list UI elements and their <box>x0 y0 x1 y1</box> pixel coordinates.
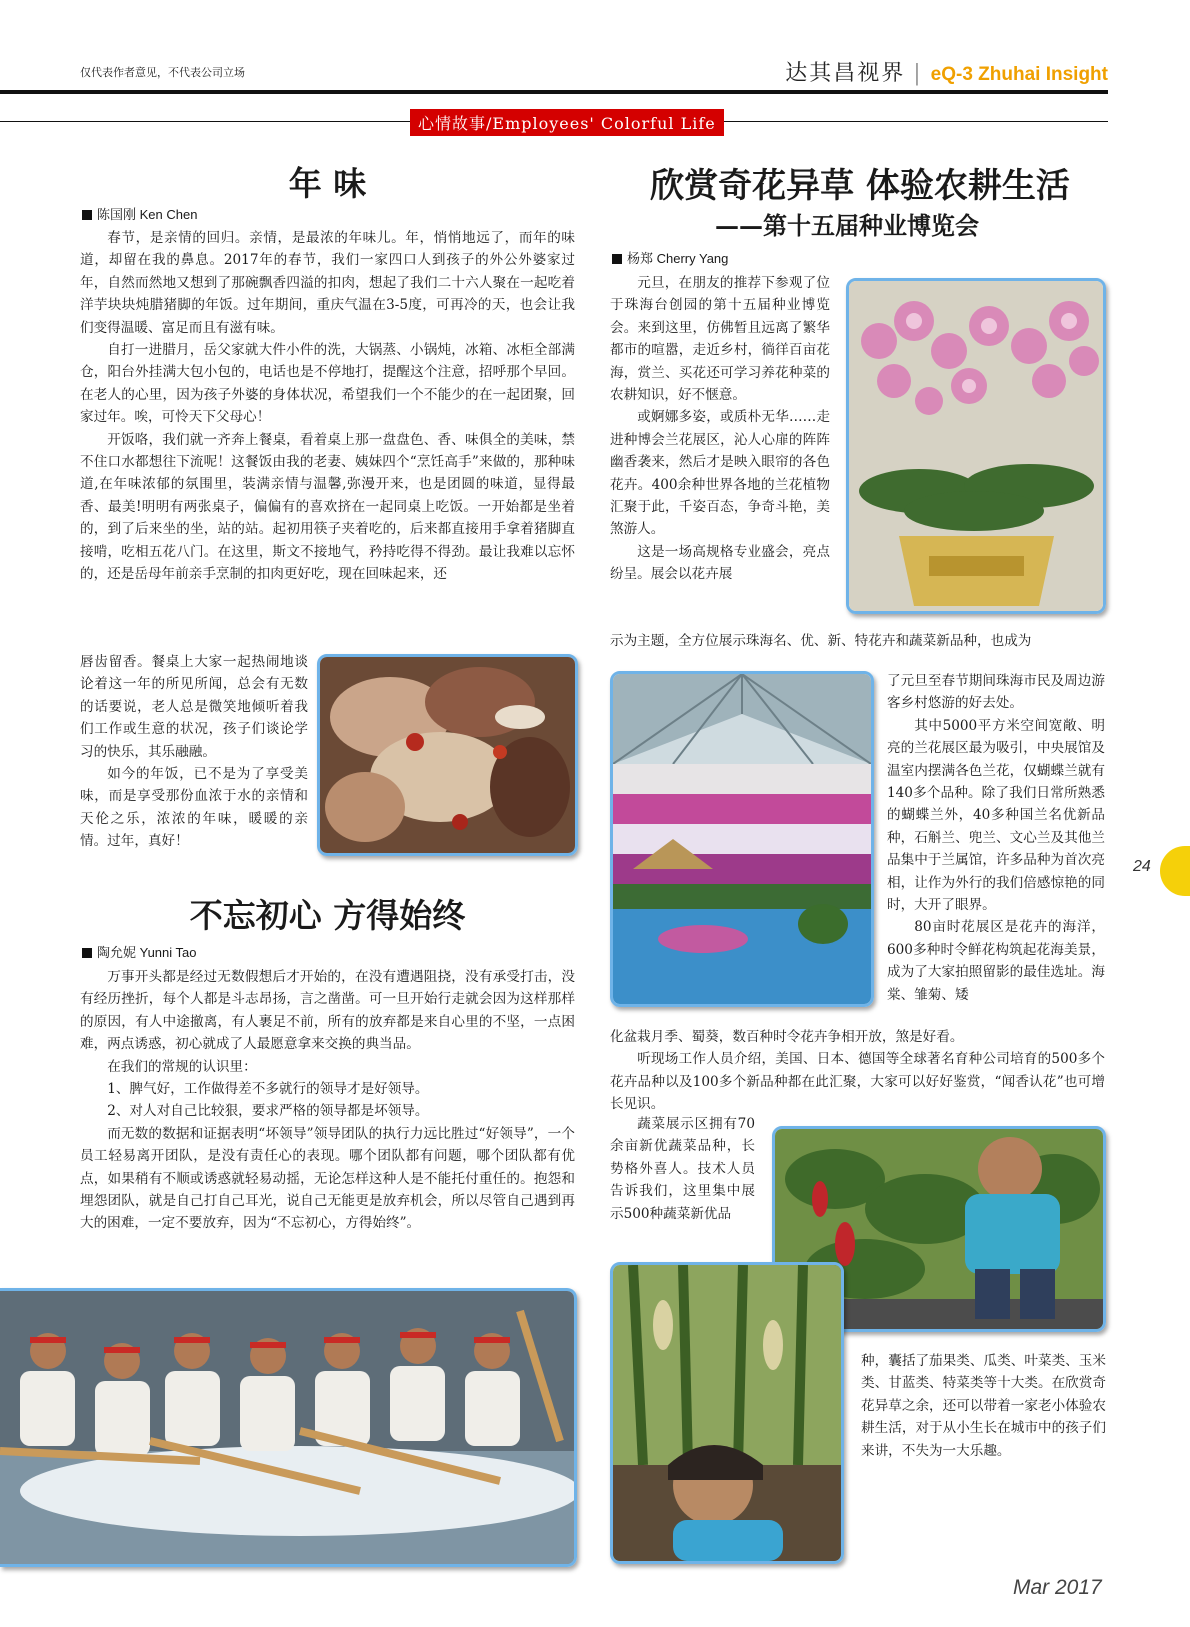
article3-para: 80亩时花展区是花卉的海洋，600多种时令鲜花构筑起花海美景，成为了大家拍照留影的最佳选址。海棠、雏菊、矮 <box>887 919 1105 1003</box>
child-corn-photo <box>610 1262 844 1564</box>
article3-col-a <box>610 272 830 586</box>
article3-col-d <box>861 1350 1106 1462</box>
article3-para: 示为主题，全方位展示珠海名、优、新、特花卉和蔬菜新品种，也成为 <box>610 633 1032 649</box>
brand-cn: 达其昌视界 <box>785 61 906 86</box>
orchid-photo <box>846 278 1106 614</box>
food-photo <box>317 654 578 856</box>
article3-para: 听现场工作人员介绍，美国、日本、德国等全球著名育种公司培育的500多个花卉品种以及100多个新品种都在此汇聚，大家可以好好鉴赏，“闻香认花”也可增长见识。 <box>610 1051 1105 1113</box>
article2-para: 1、脾气好，工作做得差不多就行的领导才是好领导。 <box>107 1081 429 1098</box>
article2-para: 在我们的常规的认识里： <box>107 1058 257 1075</box>
article3-full-b <box>610 1026 1105 1116</box>
article1-para: 唇齿留香。餐桌上大家一起热闹地谈论着这一年的所见所闻，总会有无数的话要说，老人总是微笑地倾听着我们工作或生意的状况，孩子们谈论学习的快乐，其乐融融。 <box>80 654 308 760</box>
article1-para: 自打一进腊月，岳父家就大件小件的洗，大锅蒸、小锅炖，冰箱、冰柜全部满仓，阳台外挂满大包小包的，电话也是不停地打，提醒这个注意，招呼那个早回。在老人的心里，因为孩子外婆的身体状况，希望我们一个不能少的在一起团聚，回家过年。唉，可怜天下父母心！ <box>80 342 575 426</box>
article3-para: 其中5000平方米空间宽敞、明亮的兰花展区最为吸引，中央展馆及温室内摆满各色兰花，仅蝴蝶兰就有140多个品种。除了我们日常所熟悉的蝴蝶兰外，40多种国兰名优新品种，石斛兰、兜兰、文心兰及其他兰品集中于兰属馆，许多品种为首次亮相，让作为外行的我们倍感惊艳的同时，大开了眼界。 <box>887 717 1105 914</box>
article3-para: 了元旦至春节期间珠海市民及周边游客乡村悠游的好去处。 <box>887 673 1105 712</box>
article3-byline: 杨郑 Cherry Yang <box>612 248 728 267</box>
issue-date: Mar 2017 <box>1013 1576 1102 1599</box>
article1-wrap <box>80 651 308 853</box>
header-rule <box>0 90 1108 94</box>
article2-byline: 陶允妮 Yunni Tao <box>82 942 196 961</box>
article3-para: 蔬菜展示区拥有70余亩新优蔬菜品种，长势格外喜人。技术人员告诉我们，这里集中展示500种蔬菜新优品 <box>610 1116 755 1222</box>
section-label: 心情故事/Employees' Colorful Life <box>410 109 724 136</box>
article1-para: 开饭咯，我们就一齐奔上餐桌，看着桌上那一盘盘色、香、味俱全的美味，禁不住口水都想往下流呢！这餐饭由我的老妻、姨妹四个“烹饪高手”来做的，那种味道,在年味浓郁的氛围里，装满亲情与温馨,弥漫开来，也是团圆的味道，显得最香、最美!明明有两张桌子，偏偏有的喜欢挤在一起同桌上吃饭。一开始都是坐着的，到了后来坐的坐，站的站。起初用筷子夹着吃的，后来都直接用手拿着猪脚直接啃，吃相五花八门。在这里，斯文不接地气，矜持吃得不得劲。最让我难以忘怀的，还是岳母年前亲手烹制的扣肉更好吃，现在回味起来，还 <box>80 431 575 583</box>
article1-byline: 陈国刚 Ken Chen <box>82 204 197 223</box>
greenhouse-photo <box>610 671 874 1007</box>
article3-para: 元旦，在朋友的推荐下参观了位于珠海台创园的第十五届种业博览会。来到这里，仿佛暂且远离了繁华都市的喧嚣，走近乡村，徜徉百亩花海，赏兰、买花还可学习养花种菜的农耕知识，好不惬意。 <box>610 275 830 404</box>
article3-para: 这是一场高规格专业盛会，亮点纷呈。展会以花卉展 <box>610 543 830 583</box>
page-tab <box>1160 846 1190 896</box>
article3-subtitle: ——第十五届种业博览会 <box>715 211 979 240</box>
article2-body <box>80 966 575 1235</box>
article2-title: 不忘初心 方得始终 <box>189 896 466 935</box>
article3-col-c <box>610 1113 755 1225</box>
article1-para: 如今的年饭，已不是为了享受美味，而是享受那份血浓于水的亲情和天伦之乐，浓浓的年味，暖暖的亲情。过年，真好！ <box>80 766 308 850</box>
dragon-boat-photo <box>0 1288 577 1567</box>
brand-separator: | <box>913 61 923 86</box>
article3-para: 种，囊括了茄果类、瓜类、叶菜类、玉米类、甘蓝类、特菜类等十大类。在欣赏奇花异草之余，还可以带着一家老小体验农耕生活，对于从小生长在城市中的孩子们来讲，不失为一大乐趣。 <box>861 1353 1106 1459</box>
article2-para: 2、对人对自己比较狠，要求严格的领导都是坏领导。 <box>107 1103 429 1120</box>
disclaimer: 仅代表作者意见，不代表公司立场 <box>80 67 245 79</box>
article1-body <box>80 227 575 586</box>
article3-full-a <box>610 630 1105 652</box>
article3-para: 化盆栽月季、蜀葵，数百种时令花卉争相开放，煞是好看。 <box>610 1029 964 1045</box>
article3-title: 欣赏奇花异草 体验农耕生活 <box>650 166 1070 206</box>
article3-col-b <box>887 670 1105 1006</box>
brand-en: eQ-3 Zhuhai Insight <box>930 64 1108 85</box>
page-number: 24 <box>1133 858 1151 875</box>
brand <box>785 56 1108 87</box>
article2-para: 万事开头都是经过无数假想后才开始的，在没有遭遇阻挠，没有承受打击，没有经历挫折，每个人都是斗志昂扬，言之凿凿。可一旦开始行走就会因为这样那样的原因，有人中途撤离，有人裹足不前，所有的放弃都是来自心里的不坚，一点困难，两点诱惑，初心就成了人最愿意拿来交换的典当品。 <box>80 969 575 1053</box>
article2-para: 而无数的数据和证据表明“坏领导”领导团队的执行力远比胜过“好领导”，一个员工轻易离开团队，是没有责任心的表现。哪个团队都有问题，哪个团队都有优点，如果稍有不顺或诱惑就轻易动摇，无论怎样这种人是不能托付重任的。抱怨和埋怨团队，就是自己打自己耳光，说自己无能更是放弃机会，所以尽管自己遇到再大的困难，一定不要放弃，因为“不忘初心，方得始终”。 <box>80 1125 575 1232</box>
article3-para: 或婀娜多姿，或质朴无华……走进种博会兰花展区，沁人心扉的阵阵幽香袭来，然后才是映入眼帘的各色花卉。400余种世界各地的兰花植物汇聚于此，千姿百态，争奇斗艳，美煞游人。 <box>610 409 830 538</box>
article1-title: 年 味 <box>288 164 367 203</box>
article1-para: 春节，是亲情的回归。亲情，是最浓的年味儿。年，悄悄地远了，而年的味道，却留在我的鼻息。2017年的春节，我们一家四口人到孩子的外公外婆家过年，自然而然地又想到了那碗飘香四溢的扣肉，想起了我们二十六人聚在一起吃着洋芋块块炖腊猪脚的年饭。过年期间，重庆气温在3-5度，可再冷的天，也会让我们变得温暖、富足而且有滋有味。 <box>80 230 575 336</box>
